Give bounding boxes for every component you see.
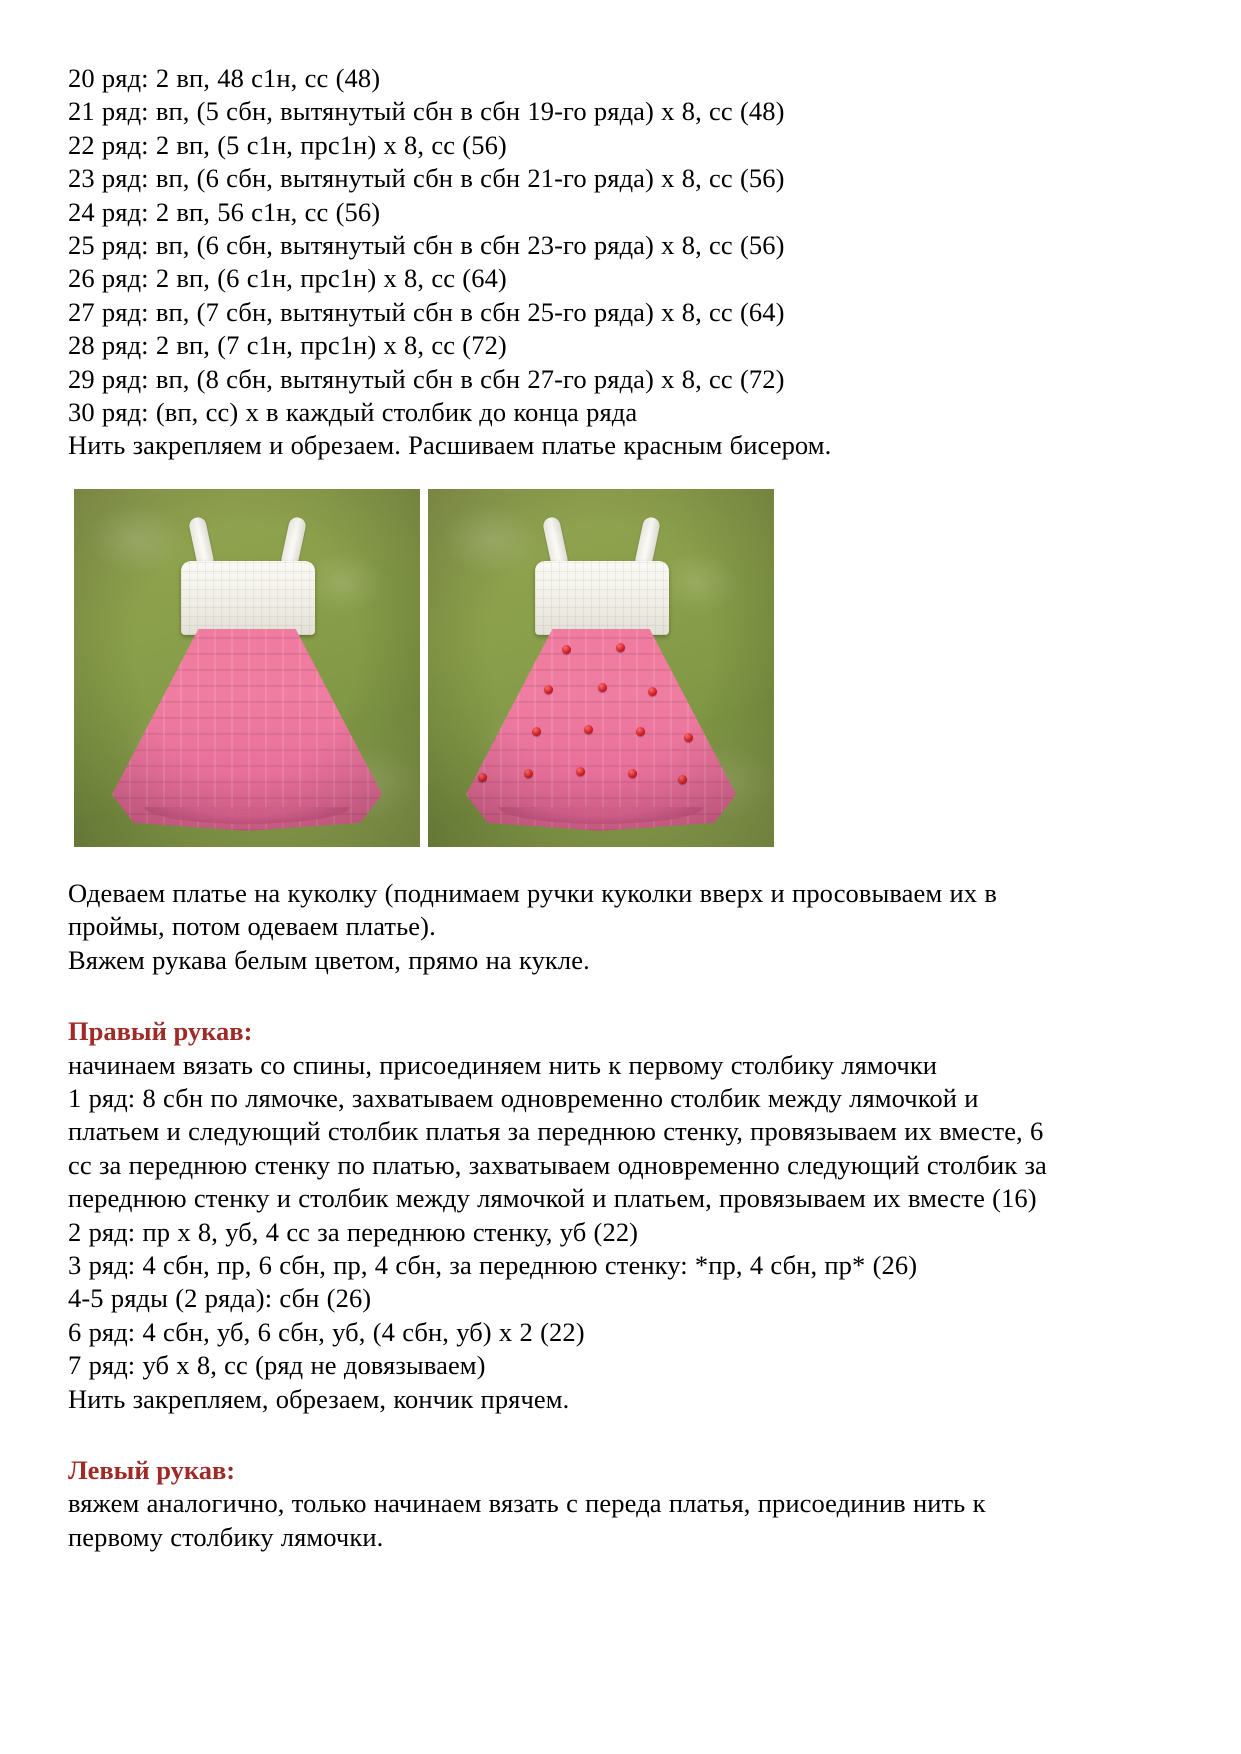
dressing-line: проймы, потом одеваем платье). [68,911,436,942]
spacer [68,1416,1088,1454]
row-line: 23 ряд: вп, (6 сбн, вытянутый сбн в сбн 21-го ряда) х 8, сс (56) [68,163,785,194]
right-sleeve-section [68,1015,1088,1416]
dressing-section [68,877,1088,977]
page-content [68,62,1088,1554]
right-sleeve-line: 4-5 ряды (2 ряда): сбн (26) [68,1283,372,1314]
right-sleeve-finishing: Нить закрепляем, обрезаем, кончик прячем. [68,1383,570,1414]
row-line: 25 ряд: вп, (6 сбн, вытянутый сбн в сбн 23-го ряда) х 8, сс (56) [68,230,785,261]
row-line: 29 ряд: вп, (8 сбн, вытянутый сбн в сбн 27-го ряда) х 8, сс (72) [68,363,785,394]
spacer [68,847,1088,877]
dressing-line: Одеваем платье на куколку (поднимаем ручки куколки вверх и просовываем их в [68,877,997,908]
right-sleeve-heading: Правый рукав: [68,1016,253,1047]
left-sleeve-heading [68,1454,1088,1487]
row-line: 28 ряд: 2 вп, (7 с1н, прс1н) х 8, сс (72) [68,330,507,361]
photo-vignette [74,489,420,847]
row-line: 27 ряд: вп, (7 сбн, вытянутый сбн в сбн 25-го ряда) х 8, сс (64) [68,296,785,327]
row-line: 30 ряд: (вп, сс) х в каждый столбик до конца ряда [68,397,638,428]
right-sleeve-line: платьем и следующий столбик платья за переднюю стенку, провязываем их вместе, 6 [68,1116,1044,1147]
photo-vignette [428,489,774,847]
right-sleeve-line: 6 ряд: 4 сбн, уб, 6 сбн, уб, (4 сбн, уб) х 2 (22) [68,1316,585,1347]
spacer [68,977,1088,1015]
right-sleeve-line: 3 ряд: 4 сбн, пр, 6 сбн, пр, 4 сбн, за переднюю стенку: *пр, 4 сбн, пр* (26) [68,1249,918,1280]
right-sleeve-line: 2 ряд: пр х 8, уб, 4 сс за переднюю стенку, уб (22) [68,1216,639,1247]
left-sleeve-heading-colon: : [226,1454,236,1485]
right-sleeve-line: переднюю стенку и столбик между лямочкой и платьем, провязываем их вместе (16) [68,1183,1037,1214]
left-sleeve-section [68,1454,1088,1554]
row-line: 21 ряд: вп, (5 сбн, вытянутый сбн в сбн 19-го ряда) х 8, сс (48) [68,96,785,127]
right-sleeve-line: 1 ряд: 8 сбн по лямочке, захватываем одновременно столбик между лямочкой и [68,1082,979,1113]
left-sleeve-heading-text: Левый рукав [68,1454,227,1485]
dressing-line: Вяжем рукава белым цветом, прямо на кукле. [68,944,590,975]
row-line: 24 ряд: 2 вп, 56 с1н, сс (56) [68,196,381,227]
finishing-note: Нить закрепляем и обрезаем. Расшиваем платье красным бисером. [68,430,832,461]
right-sleeve-line: сс за переднюю стенку по платью, захватываем одновременно следующий столбик за [68,1149,1047,1180]
right-sleeve-line: 7 ряд: уб х 8, сс (ряд не довязываем) [68,1350,486,1381]
right-sleeve-line: начинаем вязать со спины, присоединяем нить к первому столбику лямочки [68,1049,938,1080]
row-line: 20 ряд: 2 вп, 48 с1н, сс (48) [68,63,381,93]
left-sleeve-line: вяжем аналогично, только начинаем вязать с переда платья, присоединив нить к [68,1488,986,1519]
photo-gallery [74,489,774,847]
dress-photo-beaded [428,489,774,847]
rows-section [68,62,1088,463]
row-line: 26 ряд: 2 вп, (6 с1н, прс1н) х 8, сс (64) [68,263,507,294]
dress-photo-front [74,489,420,847]
left-sleeve-line: первому столбику лямочки. [68,1521,384,1552]
row-line: 22 ряд: 2 вп, (5 с1н, прс1н) х 8, сс (56) [68,129,507,160]
